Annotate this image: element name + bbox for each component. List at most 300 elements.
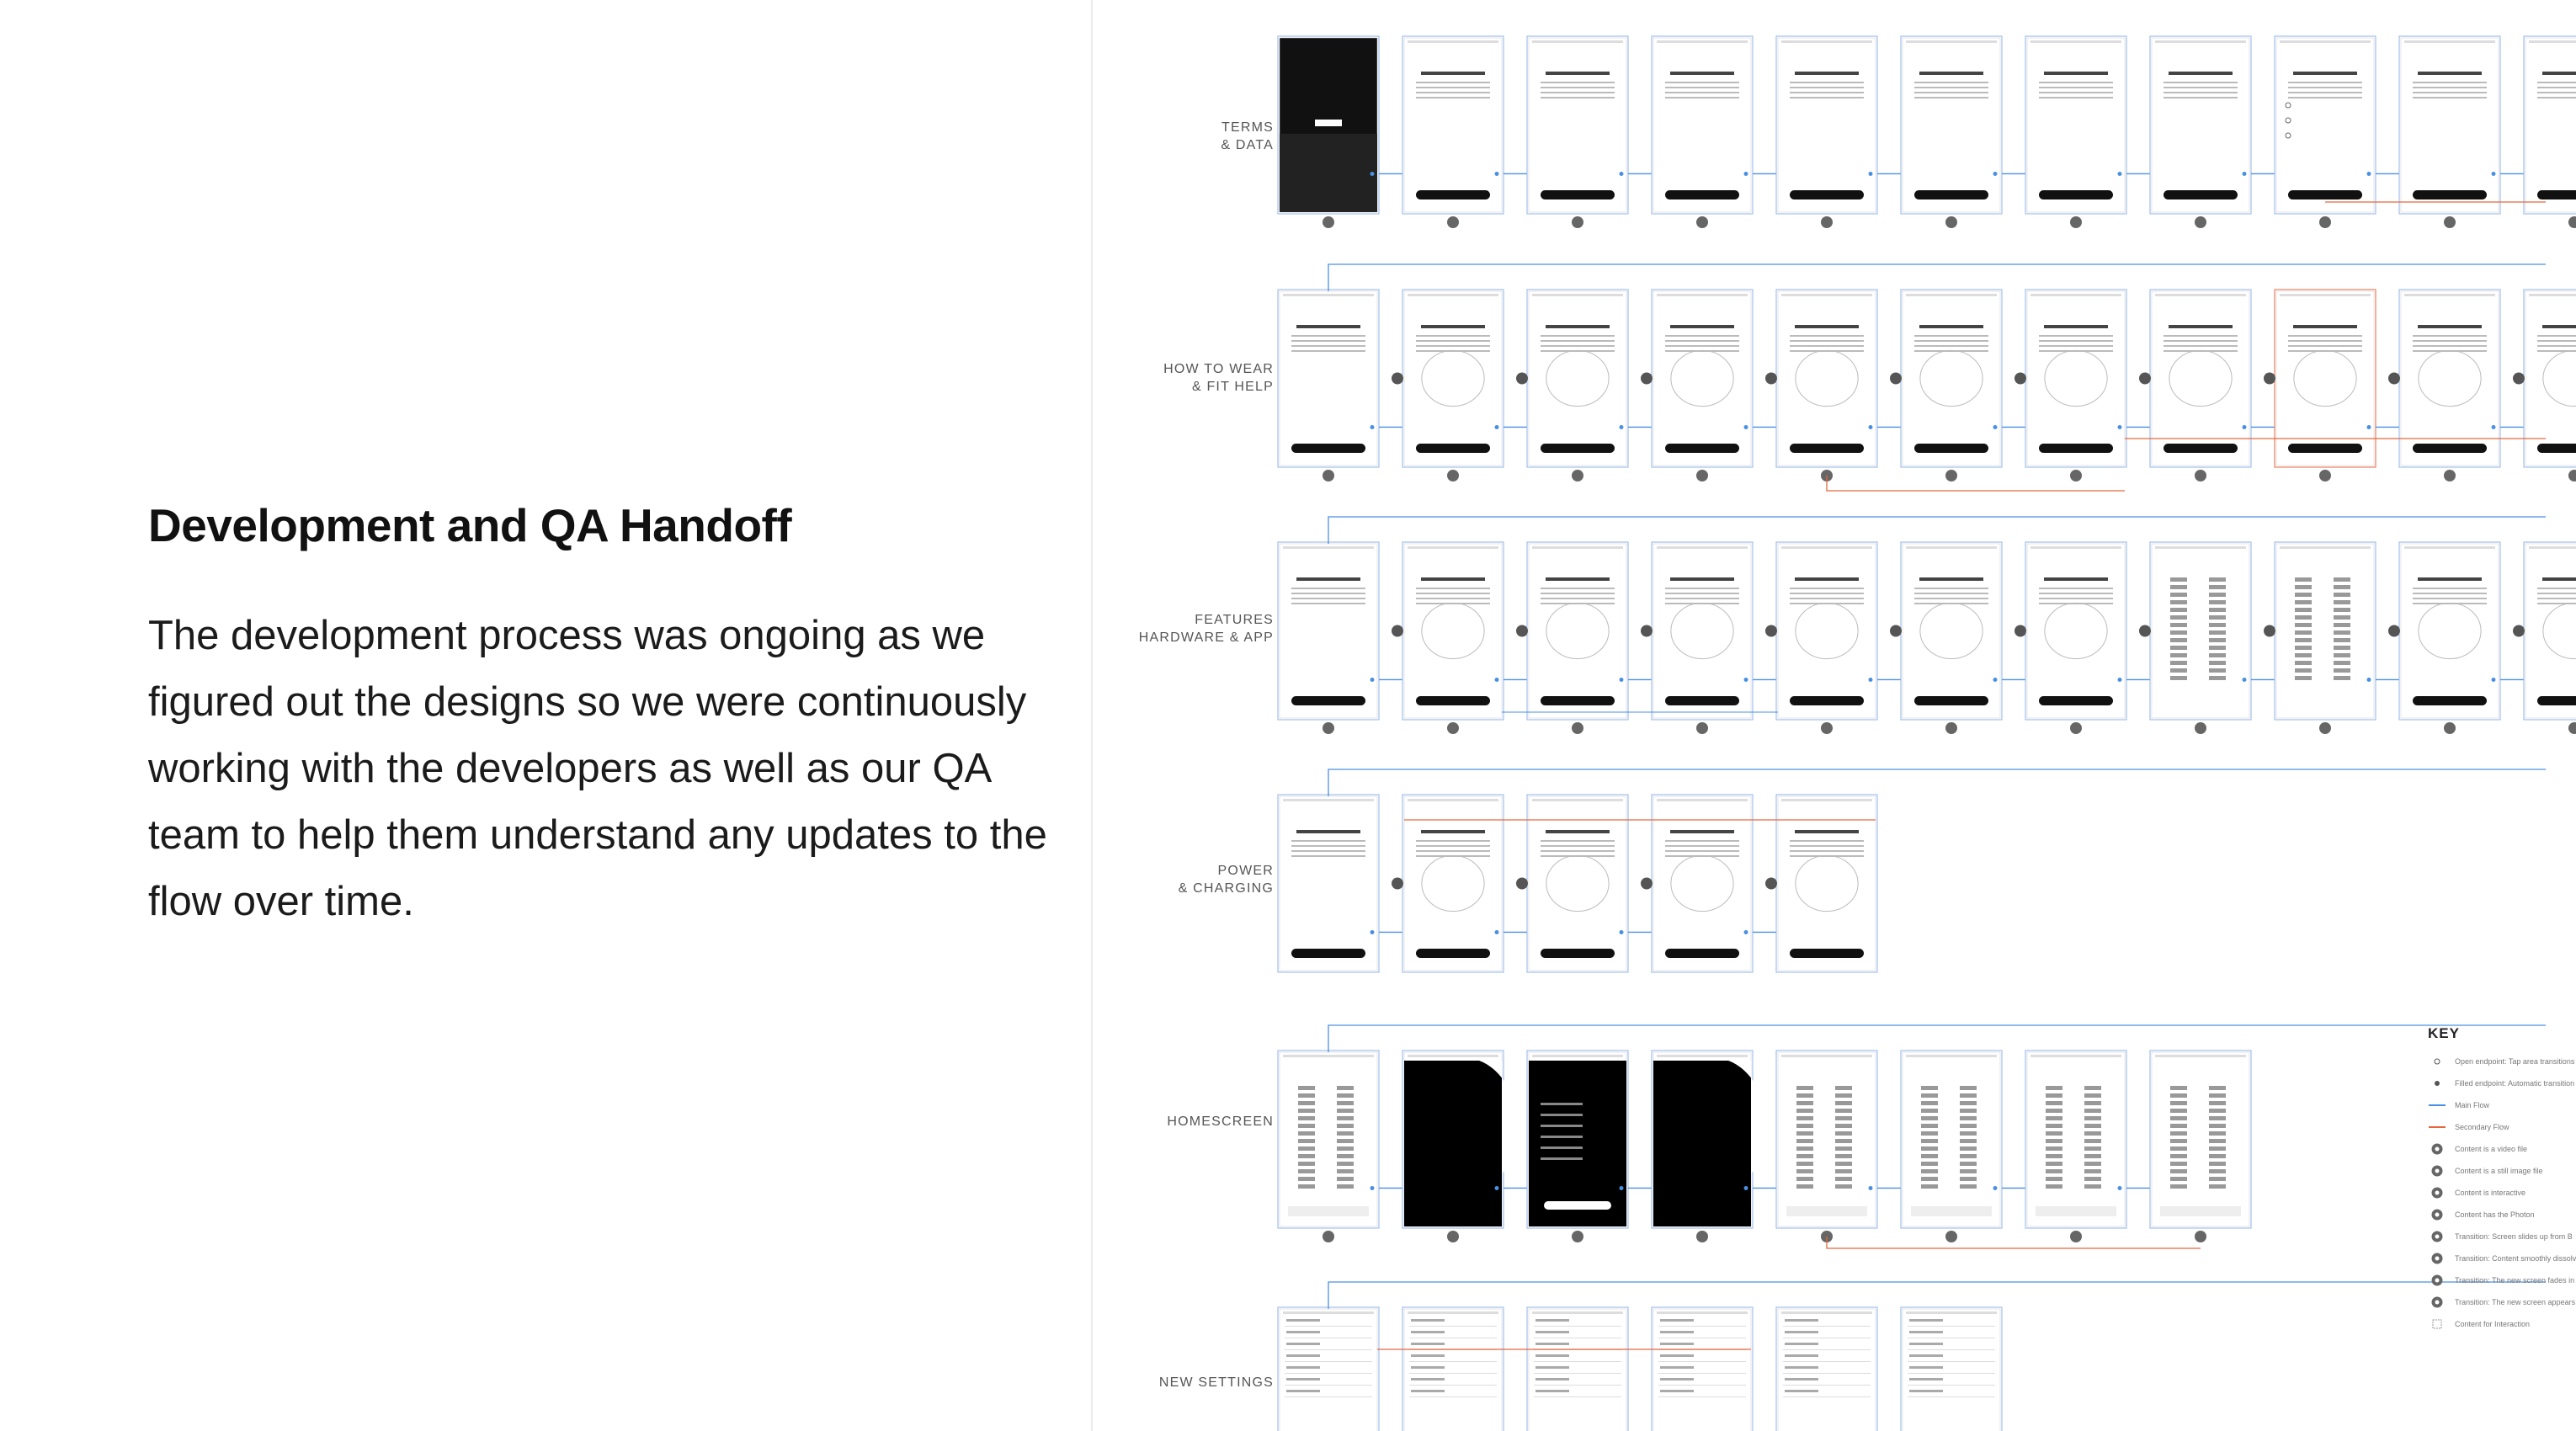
level-bar (2334, 668, 2350, 673)
settings-divider (1908, 1373, 1995, 1374)
screen-body-line (1416, 840, 1490, 842)
status-bar (2280, 294, 2371, 296)
level-bar (1298, 1131, 1315, 1136)
settings-row-label (1535, 1331, 1569, 1333)
status-bar (1283, 799, 1374, 801)
status-bar (2030, 546, 2121, 549)
level-bar (2170, 676, 2187, 680)
transition-icon (1572, 470, 1583, 481)
settings-row-label (1909, 1366, 1943, 1369)
flow-endpoint (1744, 1186, 1748, 1190)
level-bar (2209, 1154, 2226, 1158)
screen-body-line (1914, 345, 1988, 347)
key-items (2428, 1051, 2576, 1335)
level-bar (1921, 1139, 1938, 1143)
screen-body-line (2288, 82, 2362, 83)
status-bar (1781, 546, 1872, 549)
screen-body-line (1914, 87, 1988, 88)
dark-overlay (1653, 1061, 1751, 1226)
level-bar (1921, 1154, 1938, 1158)
settings-row-label (1909, 1390, 1943, 1392)
flow-endpoint (1620, 172, 1624, 176)
transition-icon (2319, 216, 2331, 228)
screen-body-line (1914, 588, 1988, 589)
level-bar (2295, 646, 2312, 650)
level-bar (1298, 1116, 1315, 1120)
phone-screen (1653, 291, 1751, 465)
level-bar (2046, 1139, 2062, 1143)
screen-body-line (1665, 345, 1739, 347)
level-bar (2209, 600, 2226, 604)
menu-line (1541, 1146, 1583, 1149)
row-connector (1328, 1025, 2546, 1052)
status-bar (1781, 294, 1872, 296)
level-bar (1960, 1131, 1977, 1136)
level-bar (1337, 1116, 1354, 1120)
settings-divider (1409, 1373, 1497, 1374)
flow-endpoint (1620, 425, 1624, 429)
screen-heading (2044, 72, 2108, 75)
level-bar (1835, 1139, 1852, 1143)
level-bar (1835, 1184, 1852, 1189)
level-bar (2084, 1131, 2101, 1136)
level-bar (2170, 630, 2187, 635)
screen-body-line (1416, 82, 1490, 83)
settings-row-label (1411, 1319, 1445, 1322)
flow-endpoint (1370, 425, 1375, 429)
level-bar (2084, 1154, 2101, 1158)
screen-body-line (1291, 340, 1365, 342)
transition-up-icon (2428, 1231, 2446, 1242)
media-type-icon (2264, 625, 2275, 637)
primary-button (1665, 949, 1739, 958)
settings-row-label (1785, 1343, 1818, 1345)
level-bar (2209, 1109, 2226, 1113)
settings-divider (1908, 1361, 1995, 1362)
description-paragraph: The development process was ongoing as we figured out the designs so we were continuously working with the developers as well as our QA team to help them understand any updates to the flow over time. (148, 613, 1047, 924)
primary-button (2413, 190, 2487, 199)
status-bar (1532, 546, 1623, 549)
transition-icon (2319, 722, 2331, 734)
transition-icon (1945, 216, 1957, 228)
screen-body-line (2288, 345, 2362, 347)
flow-endpoint (2367, 172, 2371, 176)
phone-screen (1903, 291, 2000, 465)
screen-heading (2418, 72, 2482, 75)
phone-screen (1529, 1309, 1626, 1431)
screen-body-line (1665, 92, 1739, 93)
level-bar (2084, 1146, 2101, 1151)
level-bar (2209, 630, 2226, 635)
level-bar (2295, 577, 2312, 582)
transition-icon (1323, 470, 1334, 481)
status-bar (1408, 546, 1498, 549)
media-type-icon (1392, 878, 1403, 890)
flow-endpoint (1993, 425, 1998, 429)
screen-heading (1670, 72, 1734, 75)
screen-heading (2044, 577, 2108, 581)
level-bar (2209, 1177, 2226, 1181)
level-bar (1921, 1086, 1938, 1090)
screen-body-line (2537, 345, 2576, 347)
flow-endpoint (2367, 425, 2371, 429)
primary-button (1790, 949, 1864, 958)
settings-row-label (1909, 1331, 1943, 1333)
screen-body-line (1914, 593, 1988, 594)
level-bar (2170, 1154, 2187, 1158)
phone-screen (2401, 291, 2499, 465)
primary-button (1541, 949, 1615, 958)
level-bar (1835, 1109, 1852, 1113)
screen-body-line (1790, 588, 1864, 589)
level-bar (1835, 1101, 1852, 1105)
row-label-settings: NEW SETTINGS (1158, 1375, 1274, 1390)
level-bar (1796, 1154, 1813, 1158)
status-bar (2155, 40, 2246, 43)
status-bar (2280, 546, 2371, 549)
screen-body-line (1291, 598, 1365, 599)
level-bar (2170, 1131, 2187, 1136)
phone-screen (1653, 796, 1751, 971)
settings-row-label (1286, 1319, 1320, 1322)
flow-endpoint (2243, 678, 2247, 682)
level-bar (2209, 1146, 2226, 1151)
phone-screen (1404, 38, 1502, 212)
screen-body-line (2164, 87, 2238, 88)
screen-body-line (1416, 845, 1490, 847)
level-bar (2084, 1177, 2101, 1181)
flow-endpoint (1993, 678, 1998, 682)
screen-body-line (1790, 87, 1864, 88)
screen-body-line (1541, 340, 1615, 342)
level-bar (2170, 585, 2187, 589)
level-bar (2209, 668, 2226, 673)
screen-body-line (1541, 850, 1615, 852)
row-connector (1328, 769, 2546, 796)
screen-heading (2542, 325, 2576, 328)
level-bar (2209, 661, 2226, 665)
flow-endpoint (1620, 678, 1624, 682)
transition-icon (2444, 216, 2456, 228)
level-bar (2046, 1146, 2062, 1151)
transition-icon (1323, 216, 1334, 228)
flow-endpoint (2492, 425, 2496, 429)
level-bar (2334, 600, 2350, 604)
level-bar (1796, 1139, 1813, 1143)
flow-endpoint (2118, 172, 2122, 176)
screen-heading (1546, 577, 1610, 581)
secondary-flow-line (1827, 1237, 2201, 1248)
flow-endpoint (1495, 425, 1499, 429)
flow-endpoint (2118, 1186, 2122, 1190)
screen-body-line (1291, 350, 1365, 352)
level-bar (1298, 1162, 1315, 1166)
level-bar (1921, 1162, 1938, 1166)
settings-row-label (1909, 1319, 1943, 1322)
level-bar (2170, 1101, 2187, 1105)
status-bar (1532, 294, 1623, 296)
transition-icon (1821, 216, 1833, 228)
level-bar (1337, 1124, 1354, 1128)
splash-gradient (1280, 134, 1377, 212)
screen-heading (1795, 830, 1859, 833)
key-item (2428, 1116, 2546, 1138)
status-bar (1532, 1311, 1623, 1314)
screen-body-line (1914, 598, 1988, 599)
settings-row-label (1286, 1354, 1320, 1357)
screen-body-line (1790, 82, 1864, 83)
media-type-icon (1392, 373, 1403, 385)
status-bar (1657, 294, 1748, 296)
screen-heading (1421, 325, 1485, 328)
screen-body-line (1541, 97, 1615, 98)
transition-icon (1945, 470, 1957, 481)
media-type-icon (1516, 878, 1528, 890)
settings-divider (1783, 1349, 1871, 1350)
level-bar (2295, 623, 2312, 627)
screen-body-line (1665, 588, 1739, 589)
screen-body-line (1291, 845, 1365, 847)
primary-button (2039, 696, 2113, 705)
screen-heading (1421, 577, 1485, 581)
screen-body-line (2039, 340, 2113, 342)
phone-screen (2027, 544, 2125, 718)
settings-divider (1285, 1385, 1372, 1386)
level-bar (2170, 1162, 2187, 1166)
row-label-wear-fit: HOW TO WEAR & FIT HELP (1163, 362, 1274, 394)
level-bar (2295, 615, 2312, 620)
transition-icon (1323, 722, 1334, 734)
level-bar (1298, 1124, 1315, 1128)
screen-body-line (1665, 97, 1739, 98)
level-bar (2170, 653, 2187, 657)
screen-body-line (1291, 335, 1365, 337)
key-item-label: Transition: Screen slides up from B (2455, 1232, 2573, 1241)
screen-body-line (1790, 345, 1864, 347)
level-bar (2084, 1169, 2101, 1173)
phone-screen (1404, 1309, 1502, 1431)
level-bar (1298, 1101, 1315, 1105)
main-flow-line (2428, 1099, 2446, 1111)
phone-screen (1529, 796, 1626, 971)
settings-divider (1658, 1396, 1746, 1397)
menu-line (1541, 1157, 1583, 1160)
phone-screen (2152, 38, 2249, 212)
status-bar (2404, 294, 2495, 296)
phone-screen (1778, 291, 1876, 465)
interaction-box (2428, 1318, 2446, 1330)
screen-body-line (2039, 92, 2113, 93)
transition-icon (2070, 1231, 2082, 1242)
level-bar (1921, 1109, 1938, 1113)
level-bar (1298, 1184, 1315, 1189)
settings-divider (1783, 1396, 1871, 1397)
settings-divider (1658, 1326, 1746, 1327)
transition-icon (2070, 470, 2082, 481)
level-bar (2295, 668, 2312, 673)
screen-body-line (1790, 598, 1864, 599)
level-bar (2046, 1131, 2062, 1136)
primary-button (2039, 444, 2113, 453)
primary-button (1416, 696, 1490, 705)
level-bar (2209, 646, 2226, 650)
screen-body-line (2413, 335, 2487, 337)
settings-divider (1409, 1361, 1497, 1362)
row-label-features: FEATURES HARDWARE & APP (1138, 613, 1274, 645)
screen-heading (1919, 577, 1983, 581)
level-bar (2295, 608, 2312, 612)
level-bar (1796, 1093, 1813, 1098)
primary-button (1665, 696, 1739, 705)
primary-button (2288, 444, 2362, 453)
flow-endpoint (1620, 930, 1624, 934)
flow-endpoint (1993, 172, 1998, 176)
screen-body-line (2288, 97, 2362, 98)
level-bar (2046, 1154, 2062, 1158)
phone-screen (1653, 38, 1751, 212)
settings-divider (1285, 1349, 1372, 1350)
level-bar (2170, 608, 2187, 612)
phone-screen (2276, 291, 2374, 465)
key-item-label: Content has the Photon (2455, 1210, 2535, 1219)
status-bar (2155, 294, 2246, 296)
level-bar (2170, 615, 2187, 620)
screen-body-line (2164, 82, 2238, 83)
flow-endpoint (1370, 930, 1375, 934)
primary-button (2413, 696, 2487, 705)
level-bar (1337, 1093, 1354, 1098)
level-bar (2170, 623, 2187, 627)
settings-row-label (1785, 1319, 1818, 1322)
phone-screen (2152, 1052, 2249, 1226)
level-bar (1921, 1169, 1938, 1173)
screen-body-line (2288, 340, 2362, 342)
level-bar (2334, 676, 2350, 680)
level-bar (1921, 1184, 1938, 1189)
primary-button (1416, 190, 1490, 199)
status-bar (2155, 1055, 2246, 1057)
transition-icon (1821, 722, 1833, 734)
status-bar (1781, 1311, 1872, 1314)
level-bar (1796, 1184, 1813, 1189)
screen-body-line (2413, 97, 2487, 98)
key-item-label: Content for Interaction (2455, 1320, 2531, 1328)
settings-row-label (1411, 1378, 1445, 1380)
level-bar (2084, 1093, 2101, 1098)
settings-divider (1534, 1385, 1621, 1386)
screen-body-line (1291, 345, 1365, 347)
settings-row-label (1286, 1366, 1320, 1369)
level-bar (2295, 661, 2312, 665)
media-type-icon (2388, 625, 2400, 637)
status-bar (2280, 40, 2371, 43)
level-bar (1921, 1116, 1938, 1120)
primary-button (1914, 444, 1988, 453)
media-type-icon (1641, 878, 1653, 890)
level-bar (1337, 1154, 1354, 1158)
screen-body-line (1291, 588, 1365, 589)
transition-icon (2444, 722, 2456, 734)
screen-heading (1546, 72, 1610, 75)
screen-body-line (1291, 593, 1365, 594)
status-bar (1408, 1055, 1498, 1057)
screen-heading (1546, 830, 1610, 833)
status-bar (1532, 799, 1623, 801)
settings-row-label (1535, 1343, 1569, 1345)
flow-endpoint (1370, 1186, 1375, 1190)
status-bar (2030, 1055, 2121, 1057)
flow-endpoint (1744, 425, 1748, 429)
primary-button (1790, 444, 1864, 453)
media-type-icon (1392, 625, 1403, 637)
level-bar (1298, 1146, 1315, 1151)
screen-body-line (1291, 850, 1365, 852)
screen-body-line (2039, 588, 2113, 589)
settings-row-label (1286, 1390, 1320, 1392)
screen-body-line (2413, 598, 2487, 599)
level-bar (1796, 1146, 1813, 1151)
screen-heading (1421, 72, 1485, 75)
level-bar (2209, 623, 2226, 627)
screen-body-line (2039, 598, 2113, 599)
level-bar (1835, 1093, 1852, 1098)
media-type-icon (2139, 625, 2151, 637)
primary-button (1541, 444, 1615, 453)
screen-body-line (2537, 593, 2576, 594)
status-bar (1657, 1055, 1748, 1057)
screen-body-line (1665, 840, 1739, 842)
primary-button (2039, 190, 2113, 199)
level-bar (2170, 1169, 2187, 1173)
media-type-icon (2139, 373, 2151, 385)
level-bar (2046, 1169, 2062, 1173)
settings-divider (1285, 1373, 1372, 1374)
flow-endpoint (1620, 1186, 1624, 1190)
screen-heading (1670, 577, 1734, 581)
status-bar (2529, 40, 2576, 43)
status-bar (1657, 546, 1748, 549)
phone-screen (2525, 291, 2576, 465)
screen-body-line (1291, 603, 1365, 604)
settings-divider (1783, 1385, 1871, 1386)
level-bar (2046, 1093, 2062, 1098)
level-bar (1835, 1177, 1852, 1181)
level-bar (2046, 1184, 2062, 1189)
flow-endpoint (2492, 678, 2496, 682)
interactive-icon (2428, 1187, 2446, 1199)
level-bar (2170, 1177, 2187, 1181)
tab-bar (2036, 1206, 2116, 1216)
filled-endpoint-dot (2428, 1077, 2446, 1089)
settings-row-label (1535, 1378, 1569, 1380)
transition-icon (1696, 216, 1708, 228)
level-bar (2084, 1139, 2101, 1143)
screen-body-line (2288, 335, 2362, 337)
level-bar (2209, 1162, 2226, 1166)
settings-row-label (1411, 1331, 1445, 1333)
level-bar (2209, 1086, 2226, 1090)
screen-heading (1421, 830, 1485, 833)
flow-endpoint (1744, 172, 1748, 176)
video-icon (2428, 1143, 2446, 1155)
screen-body-line (2537, 82, 2576, 83)
flow-endpoint (2492, 172, 2496, 176)
status-bar (2529, 294, 2576, 296)
level-bar (2209, 1093, 2226, 1098)
screen-body-line (1541, 593, 1615, 594)
screen-heading (2169, 325, 2233, 328)
settings-row-label (1660, 1366, 1694, 1369)
